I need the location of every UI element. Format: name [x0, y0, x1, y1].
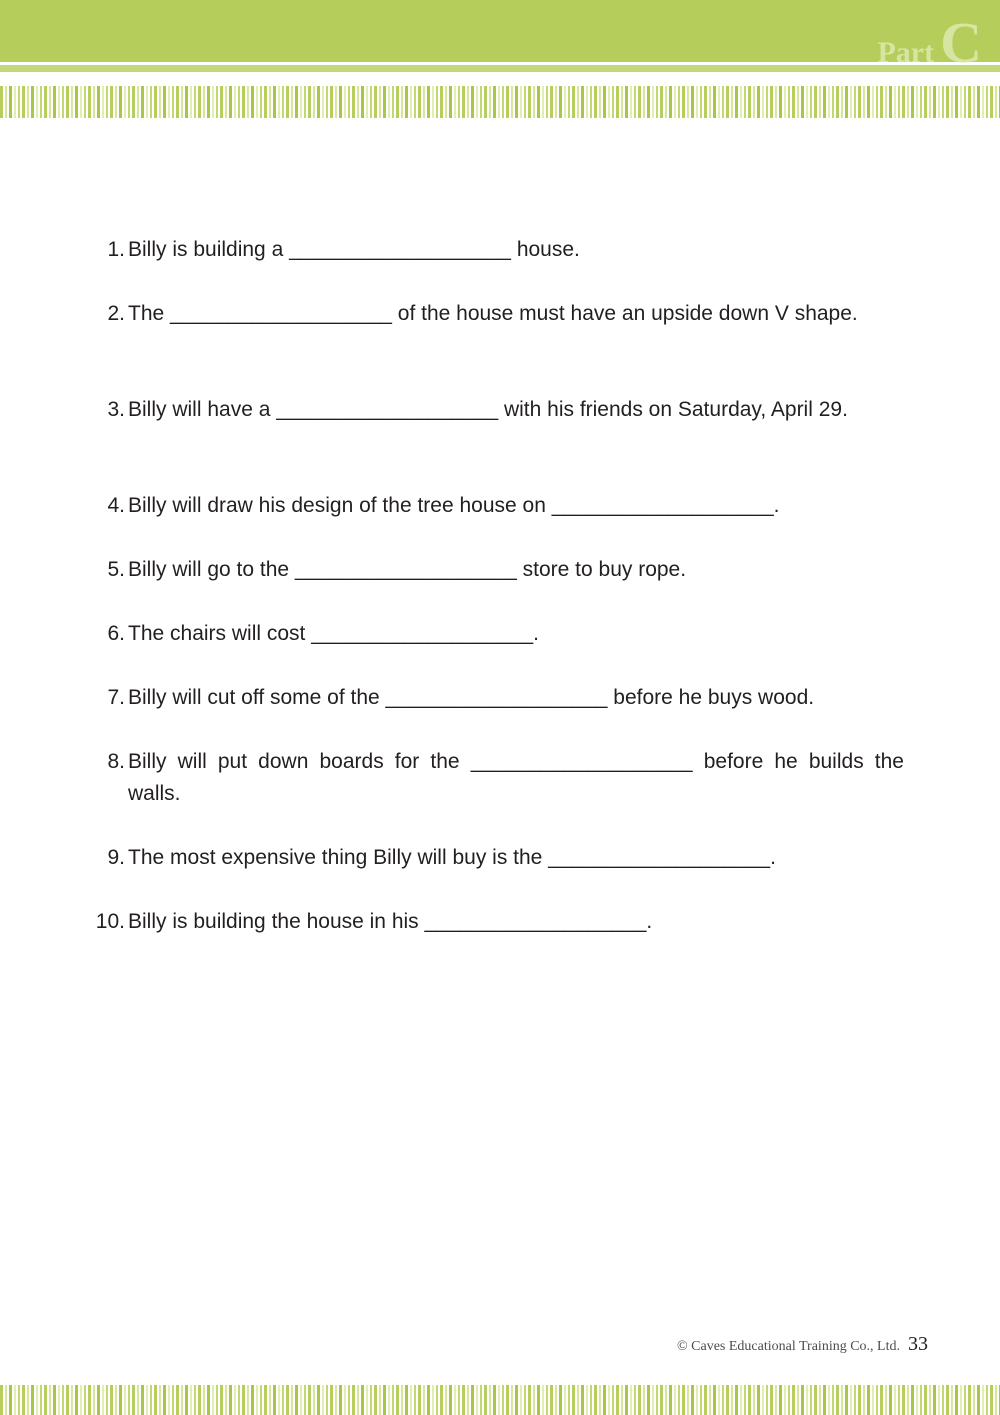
question-item — [95, 906, 904, 938]
header-stripe-pattern — [0, 86, 1000, 118]
question-number: 4. — [107, 494, 125, 517]
question-item — [107, 682, 904, 714]
header-divider — [0, 72, 1000, 86]
question-number: 3. — [107, 398, 125, 421]
question-number: 9. — [107, 846, 125, 869]
question-text: Billy is building a ___________________ house. — [128, 238, 580, 261]
question-number: 2. — [107, 302, 125, 325]
question-text: Billy will draw his design of the tree house on ___________________. — [128, 494, 780, 517]
part-label — [877, 10, 982, 75]
question-text: The most expensive thing Billy will buy is the ___________________. — [128, 846, 776, 869]
question-item — [107, 490, 904, 522]
question-item — [107, 394, 904, 426]
question-text: The ___________________ of the house must have an upside down V shape. — [128, 302, 858, 325]
question-number: 7. — [107, 686, 125, 709]
question-text: Billy will go to the ___________________ store to buy rope. — [128, 558, 687, 581]
question-number: 10. — [95, 910, 125, 933]
part-word: Part — [877, 36, 935, 69]
question-number: 1. — [107, 238, 125, 261]
question-text: Billy will cut off some of the ___________________ before he buys wood. — [128, 686, 815, 709]
part-letter: C — [940, 10, 982, 75]
copyright-notice: © Caves Educational Training Co., Ltd. — [677, 1339, 900, 1354]
header-divider — [0, 65, 1000, 72]
question-item — [107, 746, 904, 810]
question-text: Billy will put down boards for the ___________________ before he builds the walls. — [128, 750, 904, 805]
question-item — [107, 842, 904, 874]
question-item — [107, 298, 904, 330]
question-number: 6. — [107, 622, 125, 645]
question-item — [107, 234, 904, 266]
question-text: The chairs will cost ___________________. — [128, 622, 539, 645]
question-text: Billy will have a ___________________ with his friends on Saturday, April 29. — [128, 398, 848, 421]
question-text: Billy is building the house in his ___________________. — [128, 910, 653, 933]
question-number: 5. — [107, 558, 125, 581]
page-number: 33 — [908, 1333, 928, 1355]
page-footer — [677, 1333, 928, 1356]
question-item — [107, 618, 904, 650]
question-number: 8. — [107, 750, 125, 773]
footer-stripe-pattern — [0, 1385, 1000, 1415]
question-item — [107, 554, 904, 586]
header-band — [0, 0, 1000, 62]
